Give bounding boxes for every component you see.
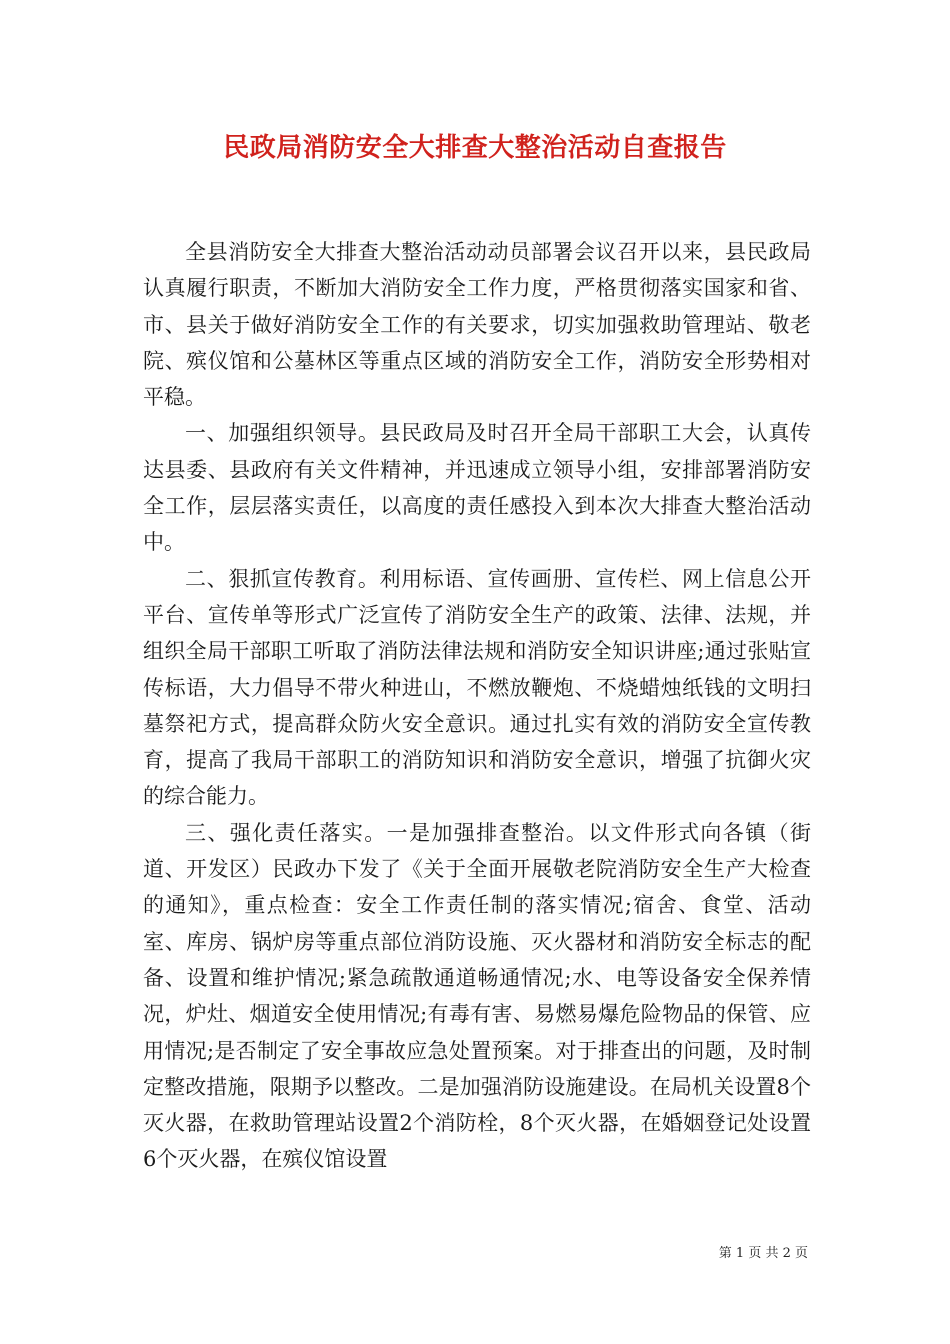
paragraph-intro: 全县消防安全大排查大整治活动动员部署会议召开以来，县民政局认真履行职责，不断加大消防安全工作力度，严格贯彻落实国家和省、市、县关于做好消防安全工作的有关要求，切实加强救助管理站、敬老院、殡仪馆和公墓林区等重点区域的消防安全工作，消防安全形势相对平稳。: [143, 240, 811, 410]
paragraph-section-1: 一、加强组织领导。县民政局及时召开全局干部职工大会，认真传达县委、县政府有关文件精神，并迅速成立领导小组，安排部署消防安全工作，层层落实责任，以高度的责任感投入到本次大排查大整治活动中。: [143, 421, 811, 555]
paragraph-section-3: 三、强化责任落实。一是加强排查整治。以文件形式向各镇（街道、开发区）民政办下发了《关于全面开展敬老院消防安全生产大检查的通知》，重点检查：安全工作责任制的落实情况;宿舍、食堂、活动室、库房、锅炉房等重点部位消防设施、灭火器材和消防安全标志的配备、设置和维护情况;紧急疏散通道畅通情况;水、电等设备安全保养情况，炉灶、烟道安全使用情况;有毒有害、易燃易爆危险物品的保管、应用情况;是否制定了安全事故应急处置预案。对于排查出的问题，及时制定整改措施，限期予以整改。二是加强消防设施建设。在局机关设置8个灭火器，在救助管理站设置2个消防栓，8个灭火器，在婚姻登记处设置6个灭火器，在殡仪馆设置: [143, 820, 811, 1172]
document-title: 民政局消防安全大排查大整治活动自查报告: [223, 133, 727, 163]
page-number-label: 第 1 页 共 2 页: [718, 1246, 808, 1261]
page-number-footer: [719, 1245, 808, 1263]
document-body: [143, 234, 811, 1178]
paragraph-section-2: 二、狠抓宣传教育。利用标语、宣传画册、宣传栏、网上信息公开平台、宣传单等形式广泛宣传了消防安全生产的政策、法律、法规，并组织全局干部职工听取了消防法律法规和消防安全知识讲座;通过张贴宣传标语，大力倡导不带火种进山，不燃放鞭炮、不烧蜡烛纸钱的文明扫墓祭祀方式，提高群众防火安全意识。通过扎实有效的消防安全宣传教育，提高了我局干部职工的消防知识和消防安全意识，增强了抗御火灾的综合能力。: [143, 566, 811, 809]
